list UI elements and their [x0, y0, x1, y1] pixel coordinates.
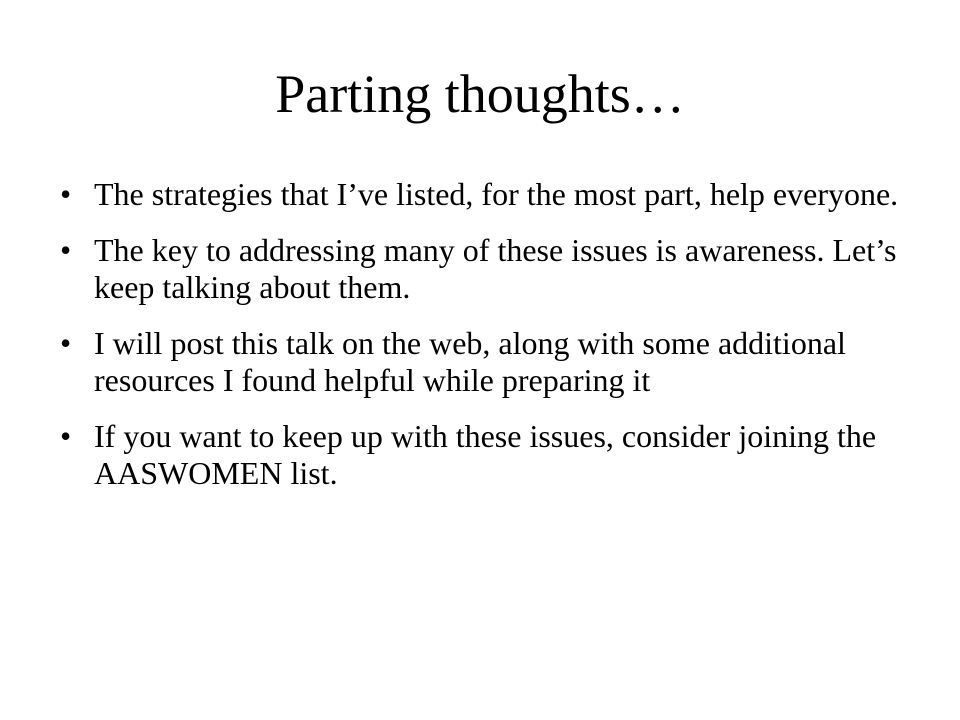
- bullet-text: The strategies that I’ve listed, for the most part, help everyone.: [94, 176, 899, 212]
- bullet-text: If you want to keep up with these issues, consider joining the AASWOMEN list.: [94, 418, 877, 491]
- bullet-list: [60, 176, 900, 511]
- bullet-icon: •: [60, 325, 72, 361]
- bullet-text: The key to addressing many of these issues is awareness. Let’s keep talking about them.: [94, 232, 897, 305]
- bullet-text: I will post this talk on the web, along with some additional resources I found helpful while preparing it: [94, 325, 846, 398]
- bullet-item: [60, 232, 900, 306]
- bullet-icon: •: [60, 232, 72, 268]
- bullet-icon: •: [60, 418, 72, 454]
- bullet-icon: •: [60, 176, 72, 212]
- bullet-item: [60, 176, 900, 213]
- bullet-item: [60, 325, 900, 399]
- bullet-item: [60, 418, 900, 492]
- slide-title: Parting thoughts…: [275, 64, 685, 124]
